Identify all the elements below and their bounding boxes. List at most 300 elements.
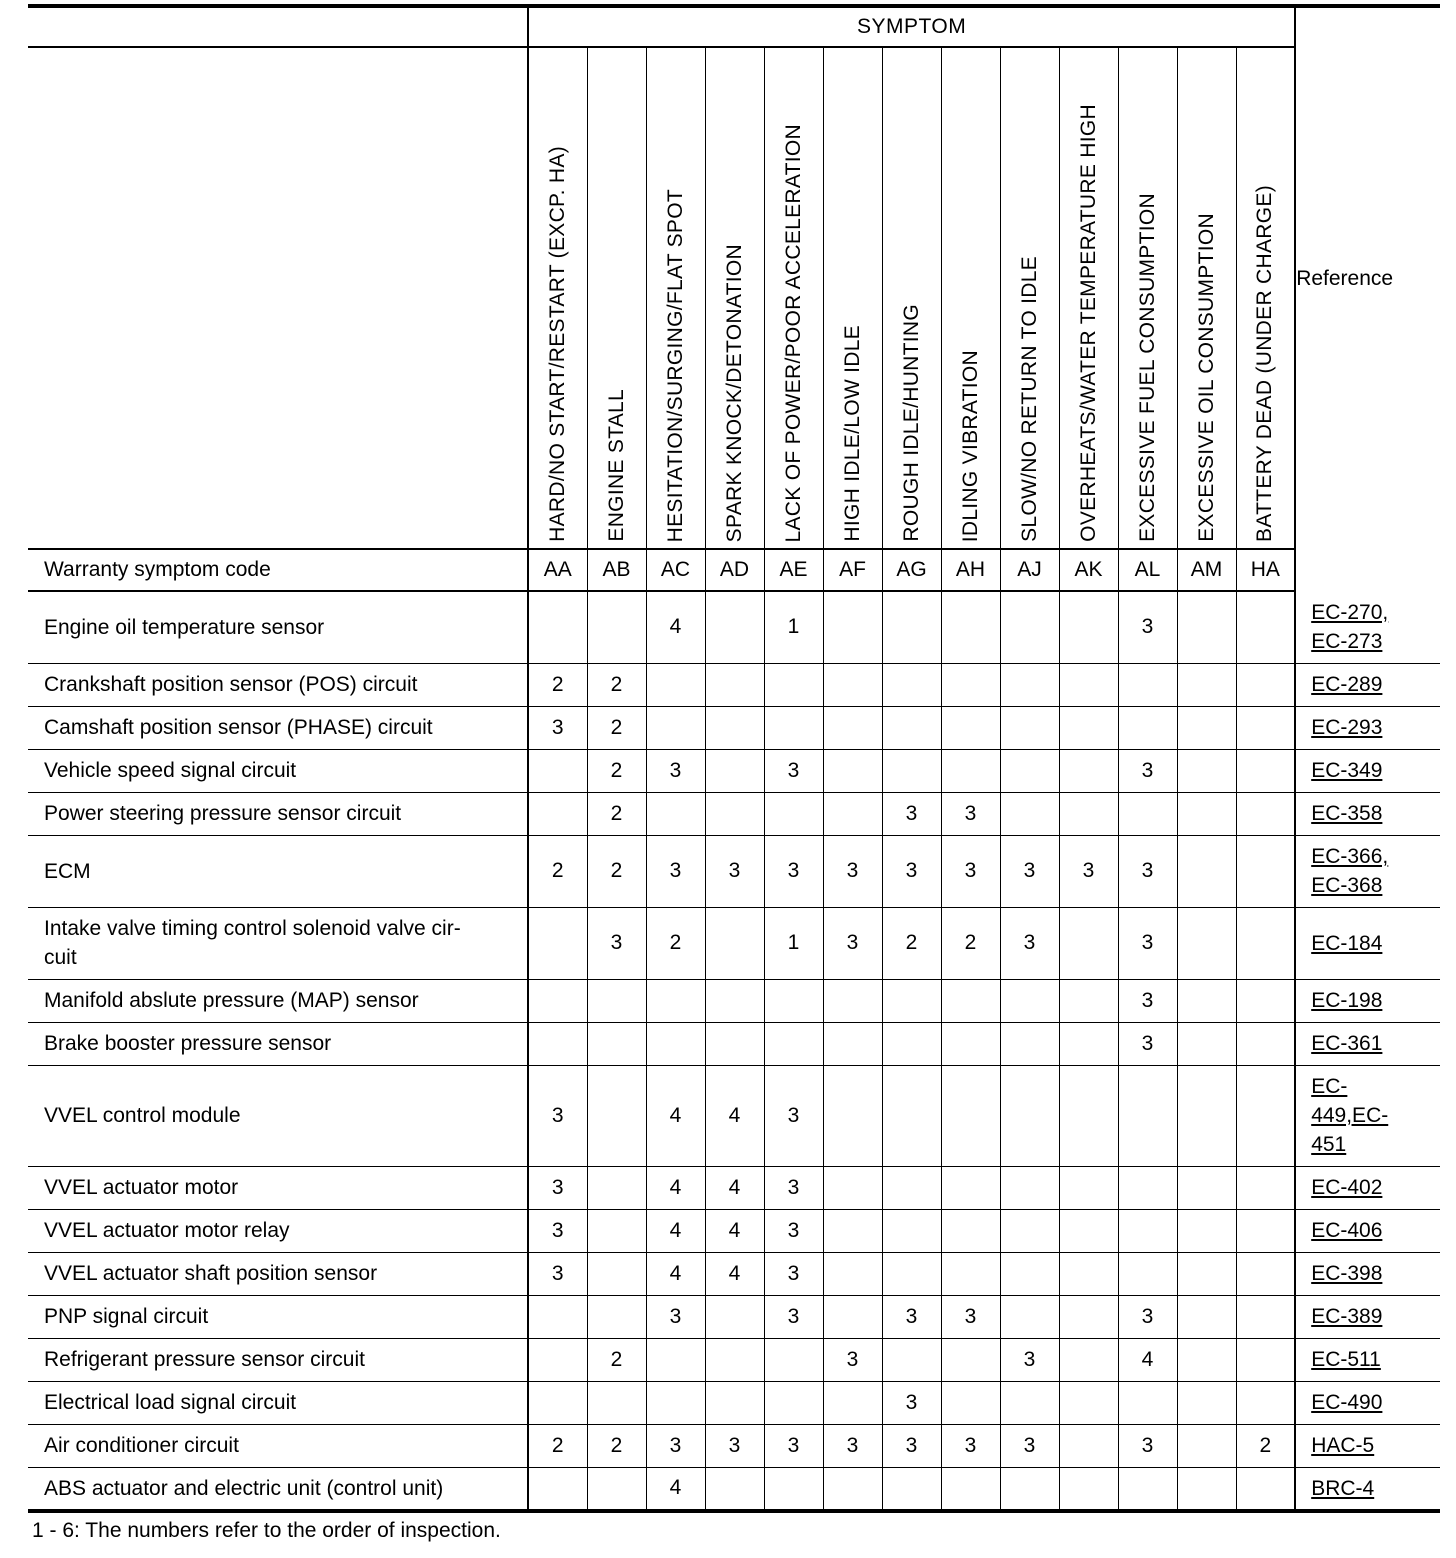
inspection-order-cell [1059, 1424, 1118, 1467]
component-name [28, 663, 528, 706]
component-name [28, 1065, 528, 1166]
inspection-order-cell [646, 663, 705, 706]
inspection-order-cell: 3 [764, 749, 823, 792]
symptom-labels-row [28, 47, 1440, 549]
component-name [28, 1381, 528, 1424]
warranty-code: HA [1236, 549, 1295, 591]
inspection-order-cell [1177, 1381, 1236, 1424]
inspection-order-cell [1118, 1467, 1177, 1511]
reference-link[interactable]: EC-184 [1311, 931, 1383, 955]
symptom-label: HESITATION/SURGING/FLAT SPOT [663, 188, 687, 542]
inspection-order-cell [823, 663, 882, 706]
inspection-order-cell [1000, 749, 1059, 792]
inspection-order-cell: 3 [823, 1338, 882, 1381]
inspection-order-cell [528, 1022, 587, 1065]
inspection-order-cell [882, 979, 941, 1022]
component-name [28, 1295, 528, 1338]
inspection-order-cell [764, 1467, 823, 1511]
table-row [28, 979, 1440, 1022]
component-name-line: Intake valve timing control solenoid valve cir- [44, 917, 461, 940]
inspection-order-cell: 3 [1059, 835, 1118, 907]
inspection-order-cell [1059, 1252, 1118, 1295]
inspection-order-cell [587, 1022, 646, 1065]
inspection-order-cell: 3 [764, 1166, 823, 1209]
inspection-order-cell: 3 [528, 1209, 587, 1252]
component-name-line: cuit [44, 946, 77, 969]
inspection-order-cell [764, 1381, 823, 1424]
inspection-order-cell [1000, 792, 1059, 835]
component-name-line: VVEL control module [44, 1104, 241, 1127]
component-name-line: Manifold abslute pressure (MAP) sensor [44, 989, 419, 1012]
inspection-order-cell [1177, 792, 1236, 835]
symptom-label: OVERHEATS/WATER TEMPERATURE HIGH [1076, 104, 1100, 542]
inspection-order-cell [705, 907, 764, 979]
warranty-code-label: Warranty symptom code [28, 549, 528, 591]
reference-cell [1295, 1338, 1440, 1381]
inspection-order-cell [882, 1467, 941, 1511]
symptom-column-header [823, 47, 882, 549]
inspection-order-cell: 4 [705, 1065, 764, 1166]
inspection-order-cell [587, 1166, 646, 1209]
inspection-order-cell [705, 979, 764, 1022]
inspection-order-cell [1000, 1295, 1059, 1338]
inspection-order-cell [1177, 1424, 1236, 1467]
inspection-order-cell [646, 706, 705, 749]
component-name-line: PNP signal circuit [44, 1305, 209, 1328]
inspection-order-cell: 3 [882, 1295, 941, 1338]
inspection-order-cell [1059, 706, 1118, 749]
inspection-order-cell [528, 591, 587, 663]
inspection-order-cell [1177, 1166, 1236, 1209]
inspection-order-cell [1118, 706, 1177, 749]
reference-blank-cell [1295, 549, 1440, 591]
header-blank-cell [28, 47, 528, 549]
symptom-label: SPARK KNOCK/DETONATION [722, 243, 746, 542]
table-row [28, 706, 1440, 749]
reference-link[interactable]: EC-293 [1311, 716, 1383, 739]
inspection-order-cell [705, 1467, 764, 1511]
component-name [28, 979, 528, 1022]
component-name-line: VVEL actuator shaft position sensor [44, 1262, 378, 1285]
inspection-order-cell: 3 [941, 1295, 1000, 1338]
inspection-order-cell [823, 1022, 882, 1065]
inspection-order-cell [1000, 1252, 1059, 1295]
warranty-code: AL [1118, 549, 1177, 591]
inspection-order-cell [941, 663, 1000, 706]
inspection-order-cell [705, 591, 764, 663]
component-name [28, 749, 528, 792]
inspection-order-cell [1236, 979, 1295, 1022]
reference-link[interactable]: EC-490 [1311, 1391, 1383, 1414]
reference-cell [1295, 835, 1440, 907]
table-row [28, 792, 1440, 835]
inspection-order-cell: 3 [1000, 835, 1059, 907]
inspection-order-cell: 1 [764, 591, 823, 663]
inspection-order-cell [1236, 706, 1295, 749]
inspection-order-cell [941, 1065, 1000, 1166]
inspection-order-cell [1236, 1467, 1295, 1511]
component-name [28, 1166, 528, 1209]
reference-cell [1295, 1022, 1440, 1065]
inspection-order-cell: 3 [823, 835, 882, 907]
inspection-order-cell [587, 1381, 646, 1424]
symptom-label: EXCESSIVE OIL CONSUMPTION [1194, 213, 1218, 542]
component-name-line: Electrical load signal circuit [44, 1391, 297, 1414]
inspection-order-cell [1118, 1166, 1177, 1209]
inspection-order-cell [882, 1209, 941, 1252]
inspection-order-cell [1236, 1209, 1295, 1252]
component-name [28, 1022, 528, 1065]
component-name-line: Vehicle speed signal circuit [44, 759, 297, 782]
reference-link[interactable]: EC-368 [1311, 874, 1383, 897]
inspection-order-cell [1177, 749, 1236, 792]
component-name [28, 1209, 528, 1252]
warranty-code: AF [823, 549, 882, 591]
inspection-order-cell [1177, 835, 1236, 907]
inspection-order-cell: 4 [646, 1166, 705, 1209]
reference-link[interactable]: 449,EC- [1311, 1104, 1389, 1127]
inspection-order-cell [764, 979, 823, 1022]
reference-link[interactable]: EC-402 [1311, 1176, 1383, 1199]
warranty-code: AG [882, 549, 941, 591]
inspection-order-cell [941, 1209, 1000, 1252]
component-name-line: Brake booster pressure sensor [44, 1032, 332, 1055]
table-row [28, 591, 1440, 663]
inspection-order-cell: 3 [764, 1209, 823, 1252]
inspection-order-cell [1236, 591, 1295, 663]
reference-link[interactable]: EC- [1311, 1075, 1348, 1098]
component-name [28, 591, 528, 663]
symptom-label: BATTERY DEAD (UNDER CHARGE) [1253, 185, 1277, 542]
inspection-order-cell: 3 [528, 1065, 587, 1166]
reference-cell [1295, 1424, 1440, 1467]
symptom-header: SYMPTOM [528, 6, 1295, 47]
table-row [28, 1424, 1440, 1467]
inspection-order-cell [941, 591, 1000, 663]
symptom-column-header [1177, 47, 1236, 549]
inspection-order-cell: 3 [1118, 1295, 1177, 1338]
reference-cell [1295, 706, 1440, 749]
reference-link[interactable]: EC-289 [1311, 673, 1383, 696]
warranty-code: AJ [1000, 549, 1059, 591]
symptom-label: IDLING VIBRATION [958, 349, 982, 542]
inspection-order-cell: 3 [764, 1424, 823, 1467]
inspection-order-cell [1059, 663, 1118, 706]
inspection-order-cell: 4 [646, 1252, 705, 1295]
inspection-order-cell: 3 [646, 1424, 705, 1467]
reference-cell [1295, 979, 1440, 1022]
inspection-order-cell [882, 749, 941, 792]
reference-cell [1295, 1209, 1440, 1252]
inspection-order-cell: 3 [764, 1065, 823, 1166]
symptom-label: LACK OF POWER/POOR ACCELERATION [781, 123, 805, 542]
inspection-order-cell [646, 979, 705, 1022]
inspection-order-cell [1236, 1022, 1295, 1065]
inspection-order-cell [1000, 1467, 1059, 1511]
reference-link[interactable]: EC-361 [1311, 1032, 1383, 1055]
component-name-line: Power steering pressure sensor circuit [44, 802, 402, 825]
inspection-order-cell [882, 1338, 941, 1381]
inspection-order-cell: 3 [941, 792, 1000, 835]
reference-cell [1295, 1381, 1440, 1424]
inspection-order-cell: 4 [1118, 1338, 1177, 1381]
inspection-order-cell: 3 [764, 1295, 823, 1338]
inspection-order-cell [882, 591, 941, 663]
reference-link[interactable]: BRC-4 [1311, 1476, 1375, 1500]
symptom-column-header [646, 47, 705, 549]
table-row [28, 1022, 1440, 1065]
symptom-column-header [1059, 47, 1118, 549]
inspection-order-cell: 3 [823, 907, 882, 979]
reference-link[interactable]: EC-406 [1311, 1219, 1383, 1242]
table-row [28, 1381, 1440, 1424]
inspection-order-cell [941, 979, 1000, 1022]
reference-link[interactable]: 451 [1311, 1133, 1347, 1156]
reference-cell [1295, 1166, 1440, 1209]
symptom-label: ROUGH IDLE/HUNTING [899, 304, 923, 542]
inspection-order-cell [941, 1467, 1000, 1511]
inspection-order-cell [823, 706, 882, 749]
component-name [28, 1424, 528, 1467]
reference-link[interactable]: EC-358 [1311, 802, 1383, 825]
inspection-order-cell [1059, 1065, 1118, 1166]
inspection-order-cell [1236, 663, 1295, 706]
inspection-order-cell [528, 1295, 587, 1338]
inspection-order-cell [823, 1381, 882, 1424]
inspection-order-cell [587, 1065, 646, 1166]
table-row [28, 1295, 1440, 1338]
inspection-order-cell [1118, 1381, 1177, 1424]
inspection-order-cell [705, 792, 764, 835]
inspection-order-cell: 3 [1118, 749, 1177, 792]
inspection-order-cell [1236, 907, 1295, 979]
inspection-order-cell [941, 1338, 1000, 1381]
inspection-order-cell [1000, 663, 1059, 706]
inspection-order-cell [646, 792, 705, 835]
inspection-order-cell [764, 792, 823, 835]
reference-link[interactable]: EC-398 [1311, 1262, 1383, 1285]
inspection-order-cell [1177, 907, 1236, 979]
inspection-order-cell [1118, 792, 1177, 835]
inspection-order-cell [646, 1381, 705, 1424]
inspection-order-cell [528, 979, 587, 1022]
inspection-order-cell [1236, 792, 1295, 835]
inspection-order-cell [1118, 1065, 1177, 1166]
inspection-order-cell [1059, 1467, 1118, 1511]
component-name [28, 792, 528, 835]
table-row [28, 1209, 1440, 1252]
inspection-order-cell [1059, 1295, 1118, 1338]
reference-cell [1295, 792, 1440, 835]
reference-link[interactable]: EC-511 [1311, 1348, 1381, 1371]
table-row [28, 1166, 1440, 1209]
inspection-order-cell: 2 [528, 663, 587, 706]
symptom-column-header [528, 47, 587, 549]
inspection-order-cell: 3 [528, 1166, 587, 1209]
inspection-order-cell [1177, 1065, 1236, 1166]
inspection-order-cell [587, 1467, 646, 1511]
inspection-order-cell [823, 749, 882, 792]
inspection-order-cell [587, 591, 646, 663]
inspection-order-cell [764, 663, 823, 706]
inspection-order-cell: 2 [882, 907, 941, 979]
inspection-order-cell [882, 706, 941, 749]
reference-cell [1295, 591, 1440, 663]
inspection-order-cell [941, 1252, 1000, 1295]
inspection-order-cell [1177, 706, 1236, 749]
table-row [28, 907, 1440, 979]
inspection-order-cell: 3 [1000, 907, 1059, 979]
table-row [28, 1065, 1440, 1166]
component-name [28, 1252, 528, 1295]
component-name-line: ECM [44, 859, 91, 883]
inspection-order-cell: 3 [1118, 1022, 1177, 1065]
inspection-order-cell: 1 [764, 907, 823, 979]
inspection-order-cell: 4 [705, 1209, 764, 1252]
inspection-order-cell [1177, 1295, 1236, 1338]
inspection-order-cell: 3 [1118, 835, 1177, 907]
reference-cell [1295, 663, 1440, 706]
reference-link[interactable]: EC-270, [1311, 600, 1389, 624]
inspection-order-cell: 2 [587, 1424, 646, 1467]
inspection-order-cell [1236, 1252, 1295, 1295]
inspection-order-cell [1236, 1381, 1295, 1424]
inspection-order-cell [823, 1209, 882, 1252]
inspection-order-cell: 3 [646, 749, 705, 792]
inspection-order-cell [1000, 979, 1059, 1022]
inspection-order-cell [1236, 1065, 1295, 1166]
inspection-order-cell [882, 1022, 941, 1065]
inspection-order-cell [882, 1166, 941, 1209]
component-name-line: Refrigerant pressure sensor circuit [44, 1348, 365, 1371]
inspection-order-cell [764, 1022, 823, 1065]
warranty-code-row [28, 549, 1440, 591]
inspection-order-cell: 3 [1000, 1338, 1059, 1381]
inspection-order-cell [1059, 1381, 1118, 1424]
warranty-code: AM [1177, 549, 1236, 591]
inspection-order-cell [941, 1022, 1000, 1065]
symptom-column-header [587, 47, 646, 549]
inspection-order-cell: 2 [587, 1338, 646, 1381]
inspection-order-cell [882, 1065, 941, 1166]
inspection-order-cell [528, 1381, 587, 1424]
reference-cell [1295, 749, 1440, 792]
inspection-order-cell: 2 [587, 749, 646, 792]
inspection-order-cell: 3 [882, 792, 941, 835]
inspection-order-cell [705, 1338, 764, 1381]
reference-link[interactable]: EC-349 [1311, 759, 1383, 782]
inspection-order-cell: 2 [587, 835, 646, 907]
footnote: 1 - 6: The numbers refer to the order of inspection. [32, 1519, 501, 1542]
symptom-column-header [764, 47, 823, 549]
inspection-order-cell [1236, 1338, 1295, 1381]
table-row [28, 749, 1440, 792]
component-name-line: Crankshaft position sensor (POS) circuit [44, 673, 418, 696]
inspection-order-cell [882, 663, 941, 706]
inspection-order-cell [1000, 1166, 1059, 1209]
inspection-order-cell: 3 [1118, 1424, 1177, 1467]
reference-cell [1295, 1295, 1440, 1338]
symptom-column-header [705, 47, 764, 549]
reference-link[interactable]: EC-366, [1311, 845, 1389, 868]
inspection-order-cell [705, 1022, 764, 1065]
inspection-order-cell [528, 792, 587, 835]
warranty-code: AE [764, 549, 823, 591]
symptom-column-header [882, 47, 941, 549]
reference-link[interactable]: EC-198 [1311, 989, 1383, 1012]
reference-cell [1295, 1252, 1440, 1295]
inspection-order-cell [1177, 591, 1236, 663]
inspection-order-cell: 3 [941, 1424, 1000, 1467]
reference-cell [1295, 907, 1440, 979]
inspection-order-cell: 3 [705, 1424, 764, 1467]
inspection-order-cell: 3 [764, 835, 823, 907]
inspection-order-cell: 3 [1000, 1424, 1059, 1467]
inspection-order-cell [1059, 907, 1118, 979]
reference-link[interactable]: HAC-5 [1311, 1434, 1375, 1457]
component-name-line: Air conditioner circuit [44, 1434, 239, 1457]
inspection-order-cell [528, 1338, 587, 1381]
inspection-order-cell [823, 792, 882, 835]
inspection-order-cell: 2 [587, 706, 646, 749]
inspection-order-cell: 2 [587, 792, 646, 835]
table-row [28, 835, 1440, 907]
inspection-order-cell [705, 663, 764, 706]
reference-link[interactable]: EC-273 [1311, 629, 1383, 653]
table-row [28, 1467, 1440, 1511]
inspection-order-cell [882, 1252, 941, 1295]
warranty-code: AD [705, 549, 764, 591]
symptom-column-header [941, 47, 1000, 549]
inspection-order-cell [764, 706, 823, 749]
component-name-line: VVEL actuator motor relay [44, 1219, 290, 1242]
inspection-order-cell [587, 1295, 646, 1338]
inspection-order-cell [587, 979, 646, 1022]
inspection-order-cell [941, 749, 1000, 792]
inspection-order-cell [1236, 1166, 1295, 1209]
inspection-order-cell [1000, 1065, 1059, 1166]
inspection-order-cell [823, 979, 882, 1022]
inspection-order-cell [528, 749, 587, 792]
table-body [28, 591, 1440, 1511]
reference-link[interactable]: EC-389 [1311, 1305, 1383, 1328]
symptom-column-header [1000, 47, 1059, 549]
table-header [28, 6, 1440, 591]
inspection-order-cell [705, 1295, 764, 1338]
inspection-order-cell [823, 1166, 882, 1209]
inspection-order-cell: 3 [528, 706, 587, 749]
inspection-order-cell [941, 1166, 1000, 1209]
inspection-order-cell: 4 [646, 1209, 705, 1252]
inspection-order-cell: 2 [1236, 1424, 1295, 1467]
inspection-order-cell [764, 1338, 823, 1381]
inspection-order-cell [1177, 1338, 1236, 1381]
inspection-order-cell [941, 706, 1000, 749]
inspection-order-cell: 2 [646, 907, 705, 979]
inspection-order-cell [1059, 591, 1118, 663]
warranty-code: AK [1059, 549, 1118, 591]
inspection-order-cell [1177, 663, 1236, 706]
inspection-order-cell [1236, 835, 1295, 907]
warranty-code: AH [941, 549, 1000, 591]
inspection-order-cell [823, 1295, 882, 1338]
header-blank-cell [28, 6, 528, 47]
inspection-order-cell [587, 1252, 646, 1295]
reference-header: Reference [1295, 6, 1440, 549]
symptom-matrix-table [28, 4, 1440, 1513]
inspection-order-cell [1059, 1338, 1118, 1381]
inspection-order-cell: 2 [941, 907, 1000, 979]
